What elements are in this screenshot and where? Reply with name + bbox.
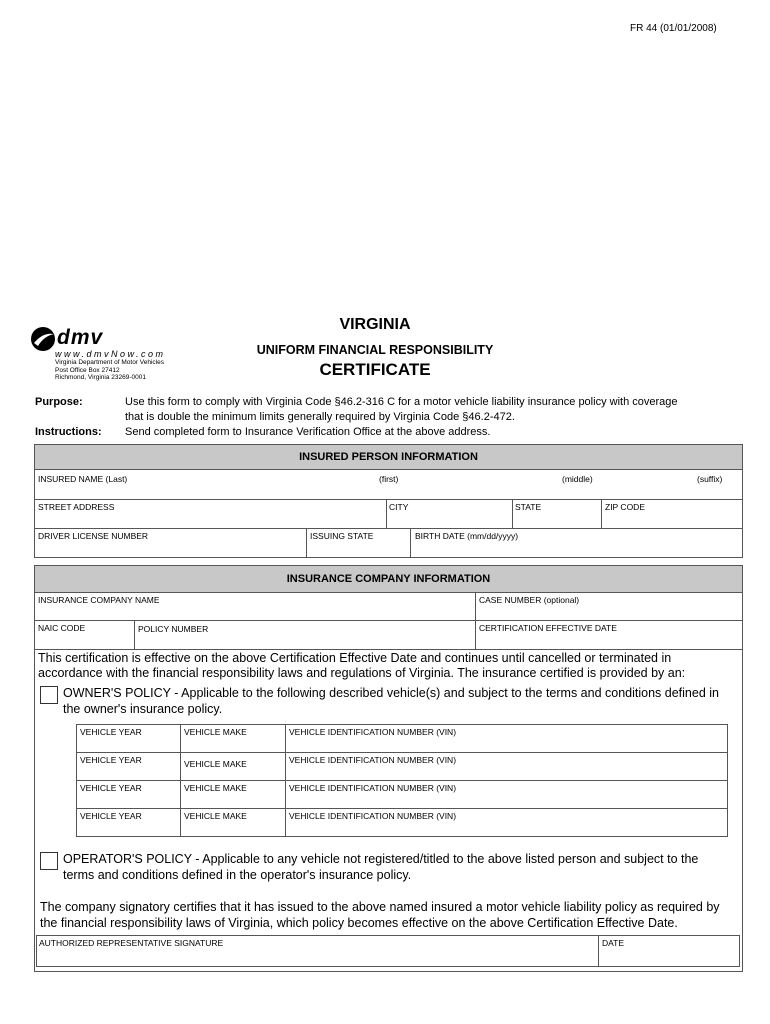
policy-number-field[interactable]: POLICY NUMBER: [138, 624, 209, 634]
issuing-state-field[interactable]: ISSUING STATE: [310, 531, 374, 541]
company-name-field[interactable]: INSURANCE COMPANY NAME: [38, 595, 160, 605]
insured-header: INSURED PERSON INFORMATION: [34, 444, 743, 470]
case-number-field[interactable]: CASE NUMBER (optional): [479, 595, 580, 605]
suffix-field[interactable]: (suffix): [697, 474, 723, 484]
purpose-line: that is double the minimum limits generally required by Virginia Code §46.2-472.: [125, 411, 515, 423]
owners-policy-checkbox[interactable]: [40, 686, 58, 704]
logo-address-line: Virginia Department of Motor Vehicles: [55, 359, 164, 366]
owners-policy-text: the owner's insurance policy.: [63, 702, 223, 716]
operators-policy-text: terms and conditions defined in the operator's insurance policy.: [63, 868, 412, 882]
signatory-text: The company signatory certifies that it has issued to the above named insured a motor vehicle liability policy as required by: [40, 900, 720, 914]
first-name-field[interactable]: (first): [379, 474, 399, 484]
certification-line: This certification is effective on the above Certification Effective Date and continues until cancelled or terminated in: [38, 651, 672, 665]
zip-code-field[interactable]: ZIP CODE: [605, 502, 645, 512]
signature-date-field[interactable]: DATE: [602, 938, 625, 948]
logo-address-line: Post Office Box 27412: [55, 366, 120, 374]
divider: [386, 499, 387, 528]
logo-address-line: Richmond, Virginia 23269-0001: [55, 374, 146, 381]
vehicle-make-field[interactable]: VEHICLE MAKE: [184, 811, 247, 821]
city-field[interactable]: CITY: [389, 502, 409, 512]
state-field[interactable]: STATE: [515, 502, 542, 512]
certification-line: accordance with the financial responsibility laws and regulations of Virginia. The insurance certified is provided by an:: [38, 666, 686, 680]
insurer-header: INSURANCE COMPANY INFORMATION: [34, 565, 743, 593]
vehicle-vin-field[interactable]: VEHICLE IDENTIFICATION NUMBER (VIN): [289, 811, 457, 821]
operators-policy-checkbox[interactable]: [40, 852, 58, 870]
divider: [76, 752, 728, 753]
operators-policy-text: OPERATOR'S POLICY - Applicable to any vehicle not registered/titled to the above listed person and subject to the: [63, 852, 699, 866]
vehicle-vin-field[interactable]: VEHICLE IDENTIFICATION NUMBER (VIN): [289, 755, 457, 765]
vehicle-vin-field[interactable]: VEHICLE IDENTIFICATION NUMBER (VIN): [289, 727, 457, 737]
divider: [34, 499, 743, 500]
form-id: FR 44 (01/01/2008): [630, 23, 717, 34]
vehicle-make-field[interactable]: VEHICLE MAKE: [184, 783, 247, 793]
title-main: CERTIFICATE: [319, 360, 431, 379]
logo-url: www.dmvNow.com: [55, 349, 166, 359]
divider: [601, 499, 602, 528]
vehicle-vin-field[interactable]: VEHICLE IDENTIFICATION NUMBER (VIN): [289, 783, 457, 793]
divider: [180, 724, 181, 837]
divider: [34, 620, 743, 621]
vehicle-year-field[interactable]: VEHICLE YEAR: [80, 783, 142, 793]
vehicle-make-field[interactable]: VEHICLE MAKE: [184, 727, 247, 737]
insured-name-field[interactable]: INSURED NAME (Last): [38, 474, 128, 484]
title-subtitle: UNIFORM FINANCIAL RESPONSIBILITY: [256, 343, 494, 357]
signatory-text: the financial responsibility laws of Virginia, which policy becomes effective on the above Certification Effective Date.: [40, 916, 678, 930]
divider: [285, 724, 286, 837]
divider: [512, 499, 513, 528]
vehicle-make-field[interactable]: VEHICLE MAKE: [184, 759, 247, 769]
logo-wordmark: dmv: [57, 326, 104, 349]
driver-license-field[interactable]: DRIVER LICENSE NUMBER: [38, 531, 149, 541]
title-state: VIRGINIA: [339, 316, 411, 333]
owners-policy-text: OWNER'S POLICY - Applicable to the following described vehicle(s) and subject to the terms and conditions defined in: [63, 686, 719, 700]
vehicle-year-field[interactable]: VEHICLE YEAR: [80, 755, 142, 765]
purpose-line: Use this form to comply with Virginia Code §46.2-316 C for a motor vehicle liability insurance policy with coverage: [125, 396, 678, 408]
divider: [598, 935, 599, 967]
instructions-label: Instructions:: [35, 426, 102, 438]
street-address-field[interactable]: STREET ADDRESS: [38, 502, 115, 512]
middle-name-field[interactable]: (middle): [562, 474, 593, 484]
divider: [76, 808, 728, 809]
divider: [76, 780, 728, 781]
instructions-text: Send completed form to Insurance Verification Office at the above address.: [125, 426, 491, 438]
divider: [34, 528, 743, 529]
purpose-label: Purpose:: [35, 396, 83, 408]
vehicle-year-field[interactable]: VEHICLE YEAR: [80, 727, 142, 737]
vehicle-year-field[interactable]: VEHICLE YEAR: [80, 811, 142, 821]
divider: [475, 592, 476, 650]
birth-date-field[interactable]: BIRTH DATE (mm/dd/yyyy): [415, 531, 519, 541]
signature-field[interactable]: AUTHORIZED REPRESENTATIVE SIGNATURE: [39, 938, 224, 948]
effective-date-field[interactable]: CERTIFICATION EFFECTIVE DATE: [479, 623, 617, 633]
divider: [410, 528, 411, 558]
divider: [306, 528, 307, 558]
divider: [134, 620, 135, 650]
naic-code-field[interactable]: NAIC CODE: [38, 623, 86, 633]
